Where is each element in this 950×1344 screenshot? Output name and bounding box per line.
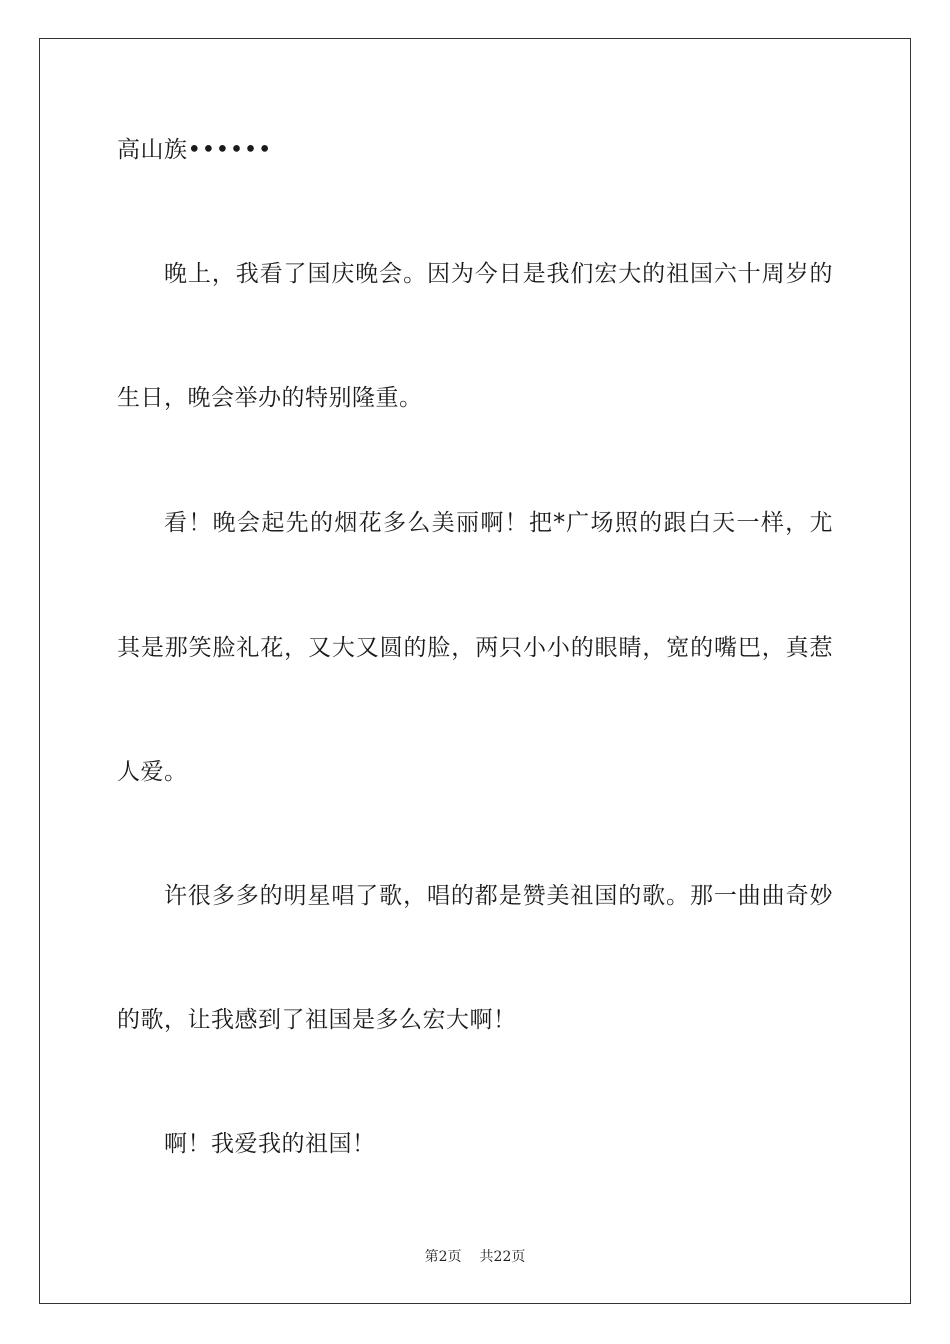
text-line-1: 高山族••••••: [117, 137, 272, 163]
page-border: [39, 38, 911, 1304]
page-total: 共22页: [479, 1249, 526, 1265]
page-footer: [0, 1247, 950, 1267]
text-line-6: 人爱。: [117, 759, 188, 785]
text-line-4: 看！晚会起先的烟花多么美丽啊！把*广场照的跟白天一样，尤: [164, 510, 833, 536]
text-line-3: 生日，晚会举办的特别隆重。: [117, 385, 423, 411]
text-line-5: 其是那笑脸礼花，又大又圆的脸，两只小小的眼睛，宽的嘴巴，真惹: [117, 635, 833, 661]
text-line-9: 啊！我爱我的祖国！: [164, 1131, 376, 1157]
text-line-2: 晚上，我看了国庆晚会。因为今日是我们宏大的祖国六十周岁的: [164, 261, 833, 287]
text-line-7: 许很多多的明星唱了歌，唱的都是赞美祖国的歌。那一曲曲奇妙: [164, 883, 833, 909]
page-number: 第2页: [424, 1249, 462, 1265]
text-line-8: 的歌，让我感到了祖国是多么宏大啊！: [117, 1007, 517, 1033]
